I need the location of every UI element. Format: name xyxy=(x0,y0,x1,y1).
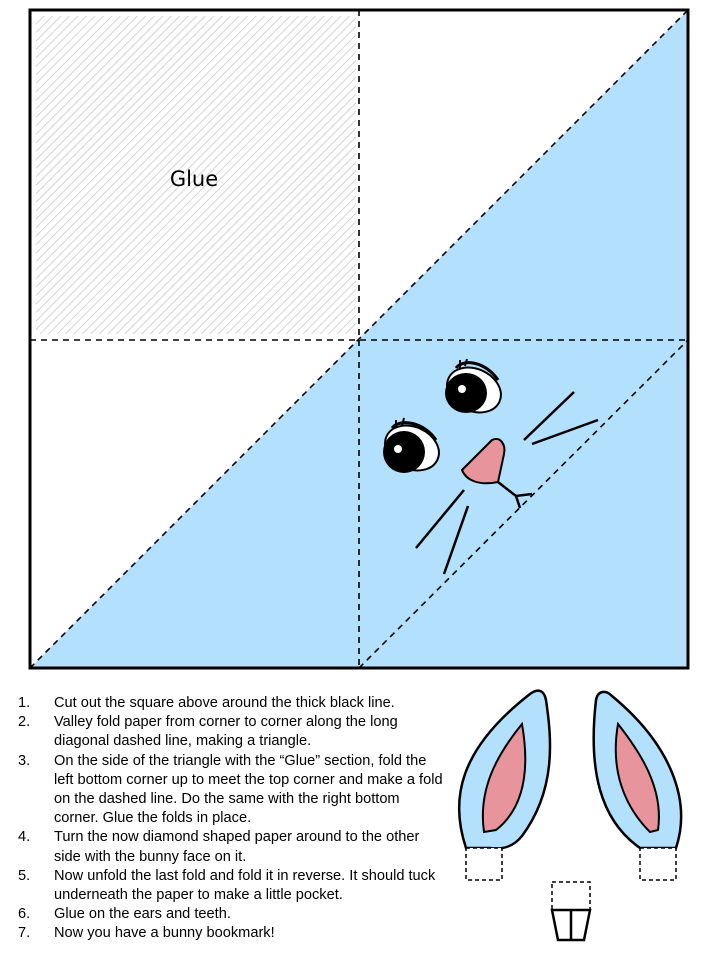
bunny-ear-right xyxy=(594,692,681,880)
ears-and-teeth-cutouts xyxy=(440,680,710,950)
instructions-list xyxy=(18,694,448,944)
glue-label: Glue xyxy=(169,167,219,191)
instruction-item: 4. Turn the now diamond shaped paper around to the other side with the bunny face on it. xyxy=(18,829,420,865)
instruction-item: 6. Glue on the ears and teeth. xyxy=(18,906,231,923)
instruction-item: 2. Valley fold paper from corner to corner along the long diagonal dashed line, making a triangle. xyxy=(18,714,398,750)
instruction-item: 7. Now you have a bunny bookmark! xyxy=(18,925,275,942)
instruction-item: 3. On the side of the triangle with the “Glue” section, fold the left bottom corner up to meet the top corner and make a fold on the dashed line. Do the same with the right bottom corner. Glue the folds in place. xyxy=(18,752,443,827)
instruction-item: 1. Cut out the square above around the thick black line. xyxy=(18,695,395,711)
bunny-teeth xyxy=(552,882,590,940)
teeth-tab xyxy=(552,882,590,910)
ear-tab-right xyxy=(640,848,676,880)
bunny-ear-left xyxy=(459,691,550,880)
ear-tab-left xyxy=(466,848,502,880)
instruction-item: 5. Now unfold the last fold and fold it in reverse. It should tuck underneath the paper to make a little pocket. xyxy=(18,867,436,904)
